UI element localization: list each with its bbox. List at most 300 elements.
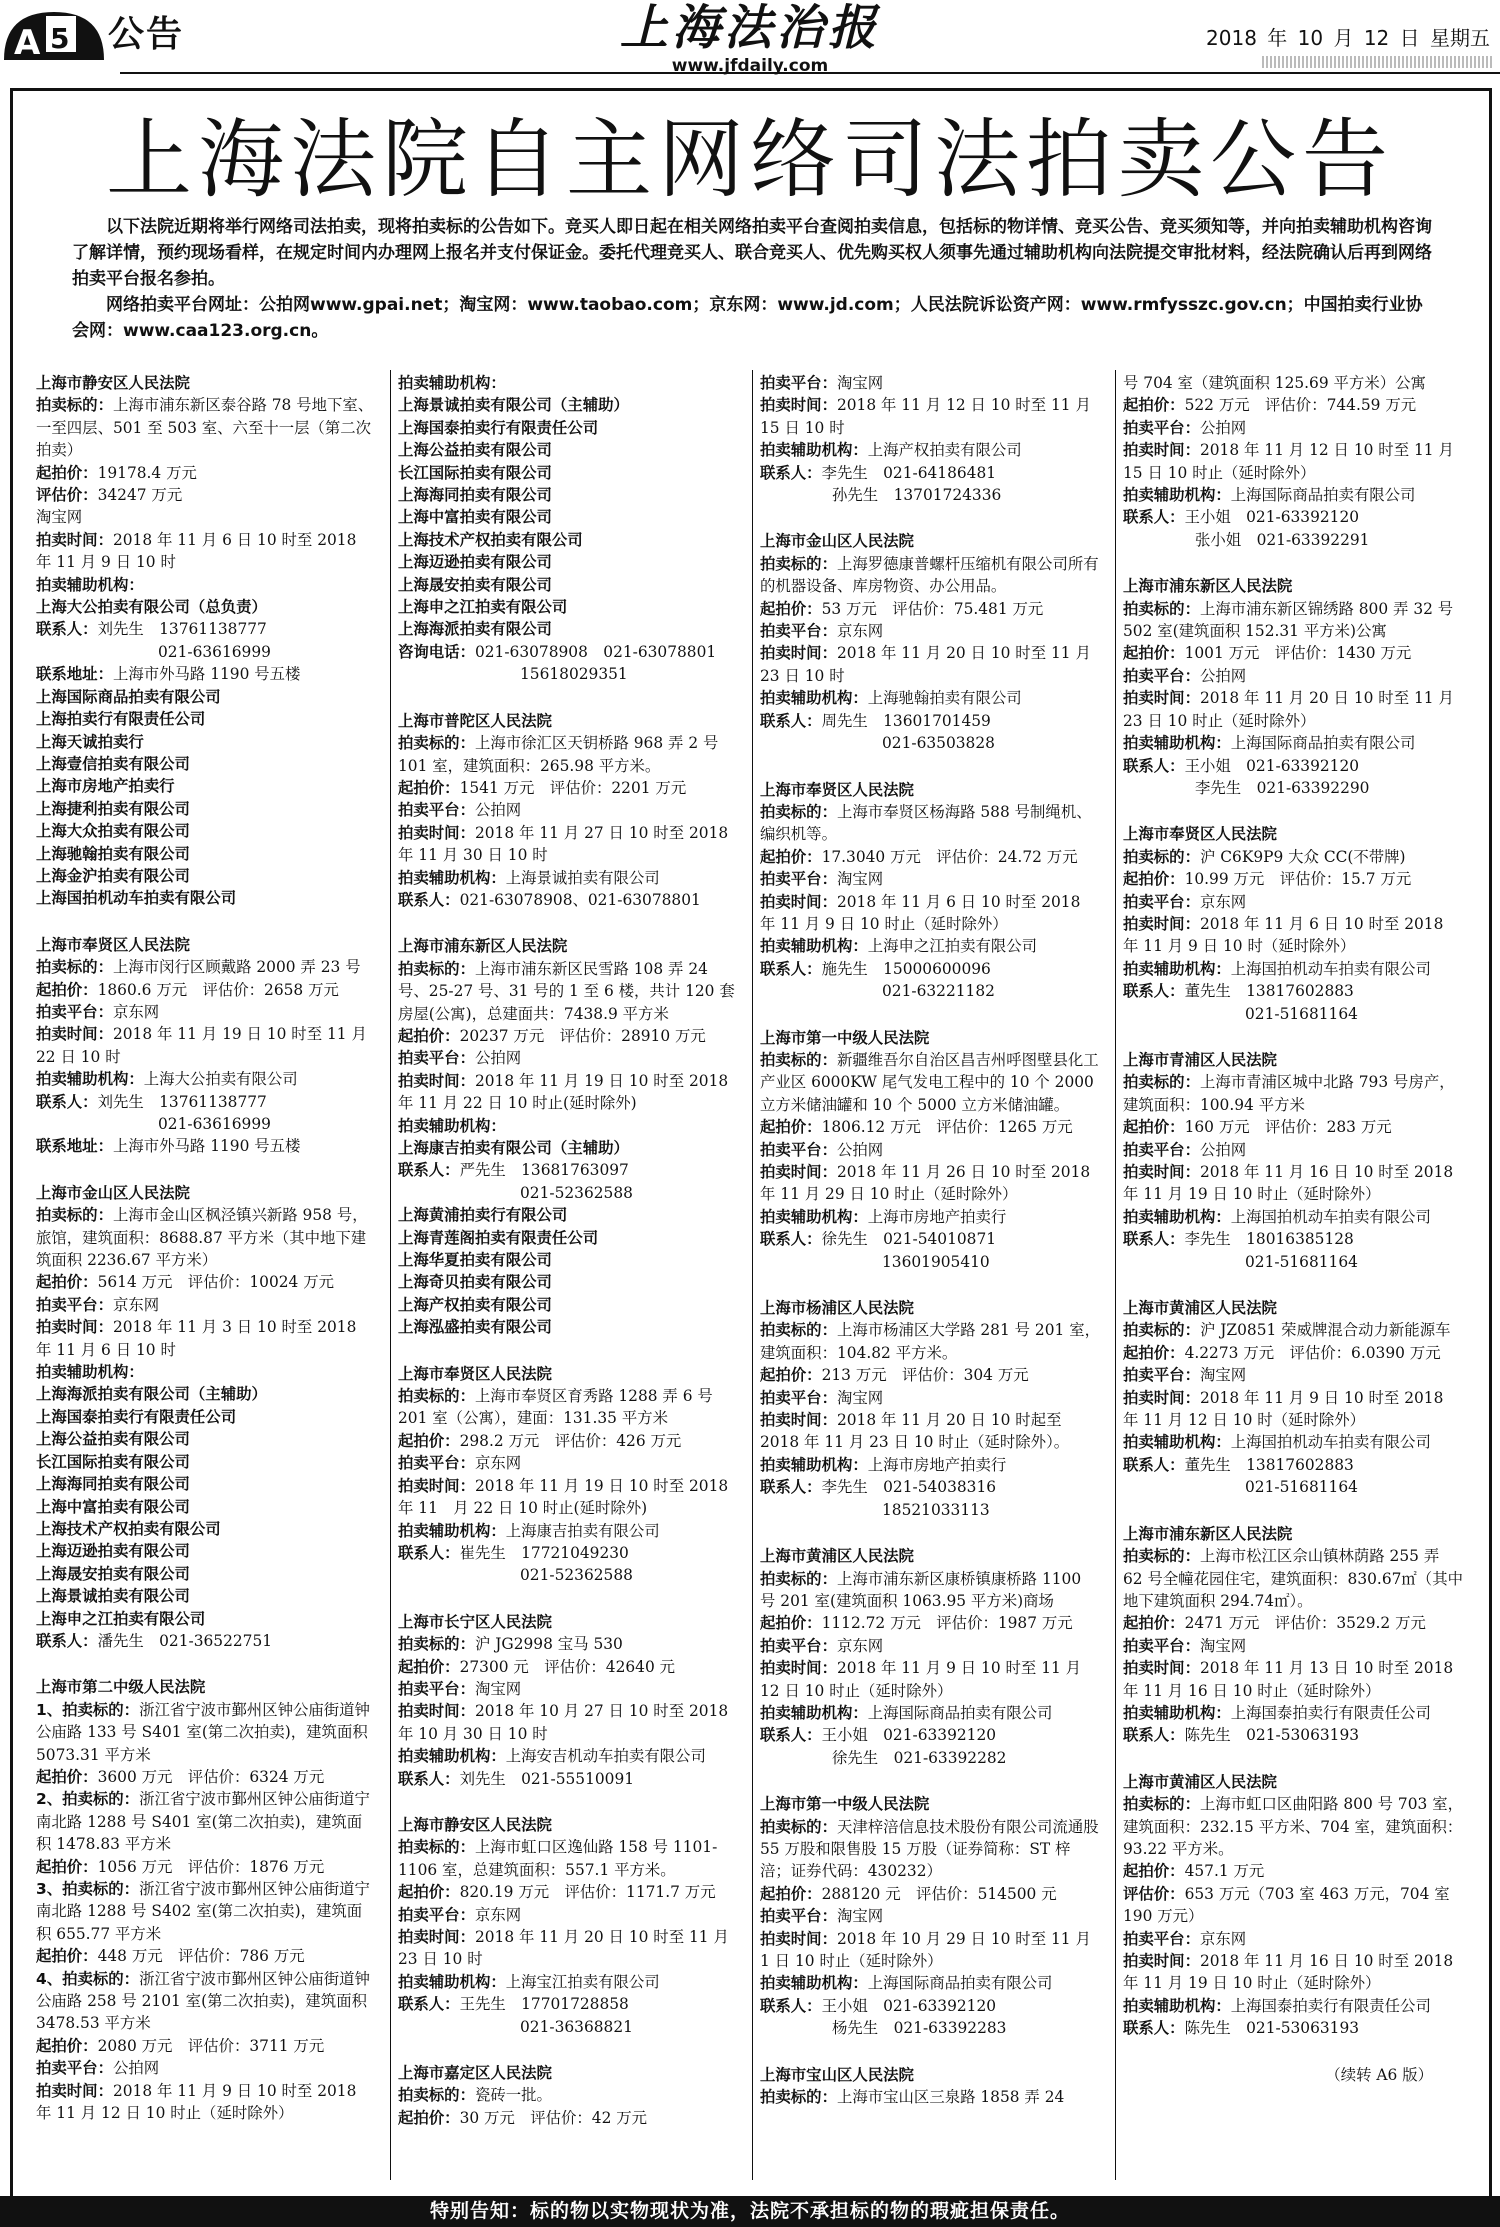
notice-line — [36, 1856, 376, 1878]
notice-line — [36, 1091, 376, 1113]
field-label: 联系人： — [398, 1161, 460, 1180]
field-label: 拍卖标的： — [36, 1206, 113, 1225]
field-value: 1806.12 万元 评估价：1265 万元 — [821, 1118, 1073, 1137]
field-value: 公拍网 — [112, 2059, 160, 2078]
notice-line — [36, 1135, 376, 1157]
field-label: 拍卖辅助机构： — [1123, 959, 1231, 978]
court-name: 上海市杨浦区人民法院 — [760, 1299, 914, 1318]
field-value: 王先生 17701728858 — [459, 1995, 629, 2014]
field-value: 上海市金山区枫泾镇兴新路 958 号，旅馆，建筑面积：8688.87 平方米（其中地下建筑面积 2236.67 平方米） — [36, 1206, 368, 1270]
field-label: 拍卖平台： — [398, 801, 475, 820]
field-label: 起拍价： — [760, 1118, 822, 1137]
field-label: 拍卖平台： — [36, 1295, 113, 1314]
notice-line — [1123, 372, 1463, 394]
notice-line — [1123, 1319, 1463, 1341]
field-value: 上海国际商品拍卖有限公司 — [867, 1703, 1053, 1722]
field-value: 上海市虹口区逸仙路 158 号 1101-1106 室，总建筑面积：557.1 平方米。 — [398, 1838, 718, 1879]
agency-name: 上海国际商品拍卖有限公司 — [36, 687, 221, 706]
field-label: 拍卖时间： — [1123, 1659, 1200, 1678]
contact-continued: 张小姐 021-63392291 — [1195, 530, 1370, 549]
notice-line — [760, 1139, 1100, 1161]
auction-notice — [398, 710, 738, 912]
field-value: 上海市浦东新区民雪路 108 弄 24 号、25-27 号、31 号的 1 至 6 楼，共计 120 套房屋(公寓)，总建面共：7438.9 平方米 — [398, 959, 735, 1023]
field-label: 起拍价： — [760, 1366, 822, 1385]
field-label: 拍卖标的： — [1123, 1795, 1200, 1814]
auction-notice — [398, 372, 738, 686]
notice-line — [398, 1656, 738, 1678]
notice-line — [1123, 1342, 1463, 1364]
notice-line — [1123, 1454, 1463, 1476]
court-name: 上海市奉贤区人民法院 — [36, 935, 190, 954]
field-label: 起拍价： — [1123, 870, 1185, 889]
field-value: 2018 年 11 月 20 日 10 时起至 2018 年 11 月 23 日 10 时止（延时除外）。 — [760, 1411, 1070, 1452]
notice-line — [398, 641, 738, 663]
field-value: 457.1 万元 — [1184, 1862, 1265, 1881]
field-value: 淘宝网 — [836, 870, 884, 889]
field-value: 陈先生 021-53063193 — [1184, 2019, 1360, 2038]
field-label: 拍卖平台： — [36, 1002, 113, 1021]
field-label: 起拍价： — [398, 778, 460, 797]
field-value: 浙江省宁波市鄞州区钟公庙街道钟公庙路 133 号 S401 室(第二次拍卖)，建筑面积 5073.31 平方米 — [36, 1700, 370, 1764]
field-label: 起拍价： — [398, 1883, 460, 1902]
field-value: 上海市浦东新区泰谷路 78 号地下室、一至四层、501 至 503 室、六至十一层（第二次拍卖） — [36, 396, 374, 460]
field-label: 起拍价： — [36, 1947, 98, 1966]
agency-name: 上海景诚拍卖有限公司（主辅助） — [398, 396, 629, 415]
field-label: 拍卖时间： — [760, 1929, 837, 1948]
field-value: 2018 年 11 月 20 日 10 时至 11 月 23 日 10 时 — [398, 1928, 729, 1969]
field-label: 拍卖辅助机构： — [760, 1974, 868, 1993]
notice-line — [36, 484, 376, 506]
notice-line — [760, 1928, 1100, 1973]
field-value: 3600 万元 评估价：6324 万元 — [97, 1767, 325, 1786]
agency-name: 上海国泰拍卖行有限责任公司 — [398, 418, 599, 437]
field-label: 起拍价： — [1123, 1343, 1185, 1362]
notice-line — [36, 2057, 376, 2079]
field-label: 拍卖时间： — [760, 892, 837, 911]
field-value: 王小姐 021-63392120 — [821, 1996, 997, 2015]
field-label: 拍卖时间： — [1123, 1163, 1200, 1181]
field-label: 起拍价： — [36, 463, 98, 482]
notice-line — [760, 935, 1100, 957]
field-value: 上海国拍机动车拍卖有限公司 — [1230, 1433, 1431, 1452]
notice-line — [36, 2035, 376, 2057]
court-name: 上海市黄浦区人民法院 — [1123, 1299, 1277, 1318]
notice-line — [1123, 846, 1463, 868]
field-value: 上海市虹口区曲阳路 800 号 703 室，建筑面积：232.15 平方米、704 室，建筑面积：93.22 平方米。 — [1123, 1795, 1463, 1858]
field-label: 拍卖辅助机构： — [760, 441, 868, 460]
agency-name: 上海驰翰拍卖有限公司 — [36, 844, 190, 863]
notice-line — [760, 1657, 1100, 1702]
notice-line — [398, 889, 738, 911]
field-label: 拍卖辅助机构： — [1123, 734, 1231, 753]
notice-line — [1123, 1860, 1463, 1882]
agency-name: 上海国泰拍卖行有限责任公司 — [36, 1407, 237, 1426]
field-value: 2018 年 11 月 20 日 10 时至 11 月 23 日 10 时 — [760, 644, 1091, 685]
masthead-title: 上海法治报 — [619, 0, 880, 56]
notice-line — [398, 1385, 738, 1430]
field-value: 李先生 021-54038316 — [821, 1478, 997, 1497]
agency-name: 上海海同拍卖有限公司 — [398, 486, 552, 505]
notice-line — [760, 1816, 1100, 1883]
field-label: 拍卖标的： — [36, 396, 113, 415]
field-value: 上海国际商品拍卖有限公司 — [867, 1974, 1053, 1993]
agency-name: 上海拍卖行有限责任公司 — [36, 710, 206, 729]
page-header — [0, 0, 1500, 84]
notice-line — [36, 1068, 376, 1090]
court-name: 上海市静安区人民法院 — [36, 374, 190, 392]
field-label: 拍卖辅助机构： — [398, 374, 506, 392]
field-label: 拍卖辅助机构： — [1123, 1996, 1231, 2015]
field-label: 拍卖辅助机构： — [760, 689, 868, 708]
field-value: 2018 年 11 月 9 日 10 时至 11 月 12 日 10 时止（延时除外） — [760, 1659, 1082, 1700]
agency-name: 上海华夏拍卖有限公司 — [398, 1251, 552, 1270]
field-value: 021-63078908 021-63078801 — [474, 642, 717, 661]
agency-name: 上海中富拍卖有限公司 — [398, 508, 552, 527]
field-value: 2018 年 11 月 13 日 10 时至 2018 年 11 月 16 日 10 时止（延时除外） — [1123, 1659, 1454, 1700]
court-name: 上海市奉贤区人民法院 — [1123, 825, 1277, 844]
field-label: 拍卖时间： — [36, 2081, 113, 2100]
field-label: 起拍价： — [398, 1026, 460, 1045]
field-label: 拍卖时间： — [760, 1411, 837, 1430]
field-label: 拍卖标的： — [760, 802, 837, 821]
notice-line — [760, 1049, 1100, 1116]
field-value: 1112.72 万元 评估价：1987 万元 — [821, 1614, 1073, 1633]
field-value: 上海市杨浦区大学路 281 号 201 室，建筑面积：104.82 平方米。 — [760, 1321, 1100, 1362]
court-name: 上海市青浦区人民法院 — [1123, 1050, 1277, 1069]
field-label: 拍卖辅助机构： — [1123, 1433, 1231, 1452]
notice-line — [36, 1316, 376, 1361]
notice-line — [36, 1968, 376, 2035]
field-value: 淘宝网 — [1199, 1636, 1247, 1655]
notice-line — [1123, 1545, 1463, 1612]
field-label: 拍卖时间： — [760, 1659, 837, 1678]
notice-line — [398, 1159, 738, 1181]
agency-name: 上海中富拍卖有限公司 — [36, 1497, 190, 1516]
field-value: 2018 年 11 月 6 日 10 时至 2018 年 11 月 9 日 10 时 — [36, 530, 357, 572]
field-value: 20237 万元 评估价：28910 万元 — [459, 1026, 706, 1045]
auction-notice — [760, 1793, 1100, 2039]
contact-continued: 021-63503828 — [882, 734, 995, 753]
notice-line — [398, 1926, 738, 1971]
court-name: 上海市普陀区人民法院 — [398, 711, 552, 730]
field-label: 起拍价： — [760, 847, 822, 866]
field-value: 号 704 室（建筑面积 125.69 平方米）公寓 — [1123, 374, 1426, 392]
masthead-url: www.jfdaily.com — [671, 56, 829, 76]
field-label: 拍卖标的： — [1123, 1547, 1200, 1566]
field-label: 拍卖平台： — [760, 1140, 837, 1159]
field-value: 5614 万元 评估价：10024 万元 — [97, 1273, 335, 1292]
notice-line — [1123, 417, 1463, 439]
notice-line — [760, 1116, 1100, 1138]
court-name: 上海市奉贤区人民法院 — [760, 780, 914, 799]
notice-line — [398, 2107, 738, 2129]
court-name: 上海市黄浦区人民法院 — [1123, 1772, 1277, 1791]
field-value: 浙江省宁波市鄞州区钟公庙街道钟公庙路 258 号 2101 室(第二次拍卖)，建筑面积 3478.53 平方米 — [36, 1969, 370, 2033]
field-label: 拍卖辅助机构： — [1123, 1703, 1231, 1722]
auction-notice — [760, 372, 1100, 506]
notice-line — [36, 1945, 376, 1967]
notice-line — [760, 394, 1100, 439]
intro-paragraph: 以下法院近期将举行网络司法拍卖，现将拍卖标的公告如下。竞买人即日起在相关网络拍卖平台查阅拍卖信息，包括标的物详情、竞买公告、竞买须知等，并向拍卖辅助机构咨询了解详情，预约现场看样，在规定时间内办理网上报名并支付保证金。委托代理竞买人、联合竞买人、优先购买权人须事先通过辅助机构向法院提交审批材料，经法院确认后再到网络拍卖平台报名参拍。 — [72, 217, 1432, 289]
field-value: 上海市浦东新区康桥镇康桥路 1100 号 201 室(建筑面积 1063.95 平方米)商场 — [760, 1569, 1082, 1610]
field-label: 拍卖标的： — [760, 2088, 837, 2107]
notice-line — [398, 1678, 738, 1700]
field-label: 联系人： — [760, 1996, 822, 2015]
field-label: 拍卖辅助机构： — [36, 1070, 144, 1089]
field-value: 2018 年 11 月 9 日 10 时至 2018 年 11 月 12 日 10 时止（延时除外） — [36, 2081, 357, 2123]
field-label: 拍卖时间： — [1123, 689, 1200, 708]
field-label: 联系地址： — [36, 665, 113, 684]
notice-line — [1123, 2017, 1463, 2039]
field-value: 2018 年 11 月 20 日 10 时至 11 月 23 日 10 时止（延时除外） — [1123, 689, 1454, 730]
field-value: 上海市房地产拍卖行 — [867, 1207, 1007, 1226]
field-value: 上海市闵行区顾戴路 2000 弄 23 号 — [112, 958, 361, 977]
field-value: 王小姐 021-63392120 — [1184, 756, 1360, 775]
agency-name: 上海金沪拍卖有限公司 — [36, 866, 190, 885]
notice-line — [760, 1905, 1100, 1927]
field-label: 联系人： — [398, 1995, 460, 2014]
field-value: 严先生 13681763097 — [459, 1161, 629, 1180]
field-label: 拍卖标的： — [1123, 1321, 1200, 1340]
auction-notice — [36, 1182, 376, 1653]
page-badge-number: 5 — [50, 22, 70, 55]
field-value: 2018 年 10 月 27 日 10 时至 2018 年 10 月 30 日 10 时 — [398, 1702, 729, 1743]
field-value: 淘宝网 — [836, 1907, 884, 1926]
field-label: 拍卖平台： — [1123, 666, 1200, 685]
field-value: 天津梓涪信息技术股份有限公司流通股 55 万股和限售股 15 万股（证券简称：ST 梓涪；证券代码：430232） — [760, 1817, 1099, 1881]
notice-line — [398, 1542, 738, 1564]
notice-line — [1123, 1139, 1463, 1161]
contact-continued: 021-36368821 — [520, 2017, 633, 2036]
field-value: 淘宝网 — [474, 1679, 522, 1698]
field-label: 拍卖标的： — [1123, 1073, 1200, 1092]
field-label: 拍卖时间： — [1123, 441, 1200, 460]
field-value: 公拍网 — [1199, 666, 1247, 685]
field-label: 拍卖平台： — [398, 1049, 475, 1068]
field-value: 2018 年 11 月 19 日 10 时至 2018 年 11 月 22 日 10 时止(延时除外) — [398, 1071, 729, 1113]
notice-line — [398, 1836, 738, 1881]
agency-name: 上海海派拍卖有限公司（主辅助） — [36, 1385, 267, 1404]
field-value: 上海市房地产拍卖行 — [867, 1455, 1007, 1474]
agency-name: 上海迈逊拍卖有限公司 — [398, 553, 552, 572]
field-label: 起拍价： — [1123, 1862, 1185, 1881]
field-label: 起拍价： — [1123, 1118, 1185, 1137]
field-label: 联系人： — [398, 1769, 460, 1788]
contact-continued: 021-63221182 — [882, 982, 995, 1001]
field-value: 李先生 021-64186481 — [821, 463, 997, 482]
field-value: 2018 年 11 月 12 日 10 时至 11 月 15 日 10 时止（延时除外） — [1123, 441, 1454, 482]
field-label: 起拍价： — [1123, 396, 1185, 415]
agency-name: 上海壹信拍卖有限公司 — [36, 754, 190, 773]
agency-name: 上海迈逊拍卖有限公司 — [36, 1542, 190, 1561]
notice-line — [398, 1768, 738, 1790]
notice-line — [398, 777, 738, 799]
field-value: 2018 年 11 月 6 日 10 时至 2018 年 11 月 9 日 10 时止（延时除外） — [760, 892, 1081, 933]
field-value: 30 万元 评估价：42 万元 — [459, 2108, 648, 2127]
notice-line — [398, 1430, 738, 1452]
field-value: 刘先生 13761138777 — [97, 620, 267, 639]
field-value: 17.3040 万元 评估价：24.72 万元 — [821, 847, 1078, 866]
field-value: 上海国泰拍卖行有限责任公司 — [1230, 1703, 1431, 1722]
notice-line — [760, 687, 1100, 709]
field-value: 021-63078908、021-63078801 — [459, 890, 701, 909]
agency-name: 上海捷利拍卖有限公司 — [36, 799, 190, 818]
field-label: 拍卖平台： — [760, 1388, 837, 1407]
contact-continued: 021-52362588 — [520, 1566, 633, 1585]
field-value: 4.2273 万元 评估价：6.0390 万元 — [1184, 1343, 1441, 1362]
field-label: 拍卖辅助机构： — [1123, 486, 1231, 505]
auction-notice — [36, 372, 376, 910]
field-value: 崔先生 17721049230 — [459, 1543, 629, 1562]
contact-continued: 021-51681164 — [1245, 1478, 1358, 1497]
notice-line — [1123, 1206, 1463, 1228]
notice-line — [760, 1319, 1100, 1364]
field-value: 上海国拍机动车拍卖有限公司 — [1230, 1207, 1431, 1226]
field-value: 上海市松江区佘山镇林荫路 255 弄 62 号全幢花园住宅，建筑面积：830.67㎡（其中地下建筑面积 294.74㎡）。 — [1123, 1547, 1463, 1610]
court-name: 上海市第一中级人民法院 — [760, 1028, 930, 1047]
notice-line — [398, 1700, 738, 1745]
notice-line — [36, 956, 376, 978]
agency-name: 上海奇贝拍卖有限公司 — [398, 1273, 552, 1292]
field-label: 起拍价： — [760, 1614, 822, 1633]
agency-name: 上海黄浦拍卖行有限公司 — [398, 1206, 568, 1225]
court-name: 上海市长宁区人民法院 — [398, 1612, 552, 1631]
field-label: 联系人： — [1123, 982, 1185, 1001]
court-name: 上海市第二中级人民法院 — [36, 1678, 206, 1697]
field-label: 联系人： — [1123, 1230, 1185, 1249]
field-value: 522 万元 评估价：744.59 万元 — [1184, 396, 1417, 415]
notice-line — [36, 1294, 376, 1316]
court-name: 上海市第一中级人民法院 — [760, 1795, 930, 1814]
field-value: 京东网 — [836, 1636, 884, 1655]
notice-line — [398, 2084, 738, 2106]
field-label: 拍卖辅助机构： — [760, 1207, 868, 1226]
field-value: 公拍网 — [836, 1140, 884, 1159]
court-name: 上海市浦东新区人民法院 — [1123, 577, 1293, 596]
field-label: 拍卖平台： — [1123, 1929, 1200, 1948]
agency-name: 上海晟安拍卖有限公司 — [36, 1564, 190, 1583]
column-4 — [1123, 372, 1463, 2180]
field-value: 沪 JG2998 宝马 530 — [474, 1635, 623, 1654]
field-label: 拍卖时间： — [398, 1476, 475, 1495]
field-value: 京东网 — [112, 1295, 160, 1314]
court-name: 上海市浦东新区人民法院 — [1123, 1524, 1293, 1543]
notice-line — [1123, 1364, 1463, 1386]
field-value: 1001 万元 评估价：1430 万元 — [1184, 644, 1412, 663]
notice-line — [398, 1452, 738, 1474]
notice-line — [36, 663, 376, 685]
agency-name: 长江国际拍卖有限公司 — [398, 463, 552, 482]
field-label: 4、拍卖标的： — [36, 1969, 140, 1988]
field-label: 拍卖平台： — [1123, 1366, 1200, 1385]
notice-line — [760, 710, 1100, 732]
contact-continued: 021-63616999 — [158, 1115, 271, 1133]
agency-name: 上海国拍机动车拍卖有限公司 — [36, 889, 237, 908]
field-label: 联系人： — [760, 1726, 822, 1745]
field-label: 联系人： — [1123, 2019, 1185, 2038]
agency-name: 上海公益拍卖有限公司 — [36, 1430, 190, 1449]
issue-date: 2018 年 10 月 12 日 星期五 — [1206, 26, 1490, 50]
field-value: 2471 万元 评估价：3529.2 万元 — [1184, 1614, 1426, 1633]
page-number-badge — [0, 4, 108, 62]
court-name: 上海市静安区人民法院 — [398, 1815, 552, 1834]
auction-notice — [1123, 1523, 1463, 1747]
field-label: 起拍价： — [36, 1857, 98, 1876]
notice-line — [760, 868, 1100, 890]
field-label: 起拍价： — [398, 1657, 460, 1676]
field-label: 联系人： — [760, 463, 822, 482]
court-name: 上海市嘉定区人民法院 — [398, 2064, 552, 2083]
field-label: 拍卖辅助机构： — [760, 937, 868, 956]
field-label: 拍卖时间： — [1123, 1388, 1200, 1407]
field-value: 上海安吉机动车拍卖有限公司 — [505, 1747, 706, 1766]
field-label: 拍卖标的： — [760, 1817, 837, 1836]
notice-line — [1123, 1431, 1463, 1453]
contact-continued: 18521033113 — [882, 1500, 990, 1519]
notice-line — [398, 1881, 738, 1903]
notice-line — [760, 1995, 1100, 2017]
field-label: 拍卖标的： — [398, 2086, 475, 2105]
field-label: 拍卖时间： — [398, 1071, 475, 1090]
field-label: 拍卖辅助机构： — [760, 1455, 868, 1474]
agency-name: 长江国际拍卖有限公司 — [36, 1452, 190, 1471]
agency-name: 上海海同拍卖有限公司 — [36, 1475, 190, 1494]
notice-line — [36, 1766, 376, 1788]
field-value: 160 万元 评估价：283 万元 — [1184, 1118, 1392, 1137]
notice-line — [398, 1115, 738, 1137]
auction-notice — [760, 779, 1100, 1003]
agency-name: 上海泓盛拍卖有限公司 — [398, 1318, 552, 1337]
notice-line — [760, 1454, 1100, 1476]
auction-notice — [398, 2062, 738, 2129]
field-value: 2018 年 11 月 6 日 10 时至 2018 年 11 月 9 日 10 时（延时除外） — [1123, 914, 1444, 956]
field-value: 淘宝网 — [1199, 1366, 1247, 1385]
continued-note: （续转 A6 版） — [1325, 2065, 1433, 2084]
notice-line — [36, 1699, 376, 1766]
field-label: 拍卖平台： — [760, 1907, 837, 1926]
field-label: 联系人： — [760, 959, 822, 978]
notice-line — [1123, 1612, 1463, 1634]
field-value: 上海市徐汇区天钥桥路 968 弄 2 号 101 室，建筑面积：265.98 平方米。 — [398, 734, 719, 775]
notice-line — [1123, 958, 1463, 980]
intro — [72, 214, 1438, 344]
field-label: 拍卖平台： — [398, 1454, 475, 1473]
agency-name: 上海大众拍卖有限公司 — [36, 822, 190, 841]
agency-name: 上海产权拍卖有限公司 — [398, 1295, 552, 1314]
notice-line — [1123, 1883, 1463, 1928]
notice-line — [398, 1070, 738, 1115]
field-label: 起拍价： — [398, 1431, 460, 1450]
field-label: 3、拍卖标的： — [36, 1880, 140, 1898]
notice-line — [398, 1993, 738, 2015]
notice-line — [1123, 1724, 1463, 1746]
notice-line — [1123, 439, 1463, 484]
agency-name: 上海景诚拍卖有限公司 — [36, 1587, 190, 1606]
field-value: 刘先生 021-55510091 — [459, 1769, 635, 1788]
field-label: 起拍价： — [36, 980, 98, 999]
field-value: 上海景诚拍卖有限公司 — [505, 868, 660, 887]
field-label: 拍卖平台： — [1123, 1636, 1200, 1655]
field-label: 联系人： — [760, 1230, 822, 1249]
page-title: 上海法院自主网络司法拍卖公告 — [106, 110, 1394, 210]
notice-line — [1123, 868, 1463, 890]
field-value: 京东网 — [1199, 892, 1247, 911]
field-label: 拍卖时间： — [398, 1702, 475, 1721]
notice-line — [1123, 755, 1463, 777]
notice-line — [1123, 394, 1463, 416]
field-value: 288120 元 评估价：514500 元 — [821, 1884, 1057, 1903]
contact-continued: 021-52362588 — [520, 1183, 633, 1202]
